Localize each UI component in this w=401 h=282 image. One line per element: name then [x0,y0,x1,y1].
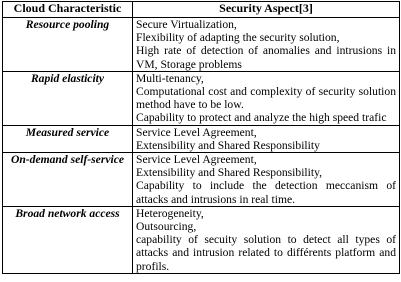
aspect-line: capability of secuity solution to detect all types of attacks and intrusion related to différents platform and profils. [136,233,396,273]
table-row [3,18,400,72]
header-security-aspect: Security Aspect[3] [133,2,400,18]
aspect-line: Extensibility and Shared Responsibility, [136,166,323,180]
aspect-line: Flexibility of adapting the security solution, [136,31,340,45]
table-header-row [3,2,400,18]
aspect-line: Outsourcing, [136,220,197,234]
cell-characteristic: Measured service [3,125,133,152]
cell-characteristic: Rapid elasticity [3,71,133,125]
aspect-line: Capability to protect and analyze the high speed trafic [136,111,387,125]
table-row [3,125,400,152]
aspect-line: Service Level Agreement, [136,125,257,139]
security-aspects-table [2,1,400,274]
cell-security-aspects [133,206,400,273]
cell-security-aspects [133,125,400,152]
aspect-line: Service Level Agreement, [136,153,257,167]
cell-security-aspects [133,153,400,207]
aspect-line: Multi-tenancy, [136,71,204,85]
cell-characteristic: Resource pooling [3,18,133,72]
aspect-line: Computational cost and complexity of security solution method have to be low. [136,85,396,112]
header-cloud-characteristic: Cloud Characteristic [3,2,133,18]
aspect-line: Capability to include the detection meccanism of attacks and intrusions in real time. [136,179,396,206]
aspect-line: Secure Virtualization, [136,18,237,31]
table-row [3,71,400,125]
cell-security-aspects [133,71,400,125]
table-row [3,153,400,207]
cell-characteristic: Broad network access [3,206,133,273]
cell-security-aspects [133,18,400,72]
table-row [3,206,400,273]
aspect-line: Extensibility and Shared Responsibility [136,138,320,152]
aspect-line: High rate of detection of anomalies and intrusions in VM, Storage problems [136,44,396,71]
aspect-line: Heterogeneity, [136,206,204,220]
cell-characteristic: On-demand self-service [3,153,133,207]
